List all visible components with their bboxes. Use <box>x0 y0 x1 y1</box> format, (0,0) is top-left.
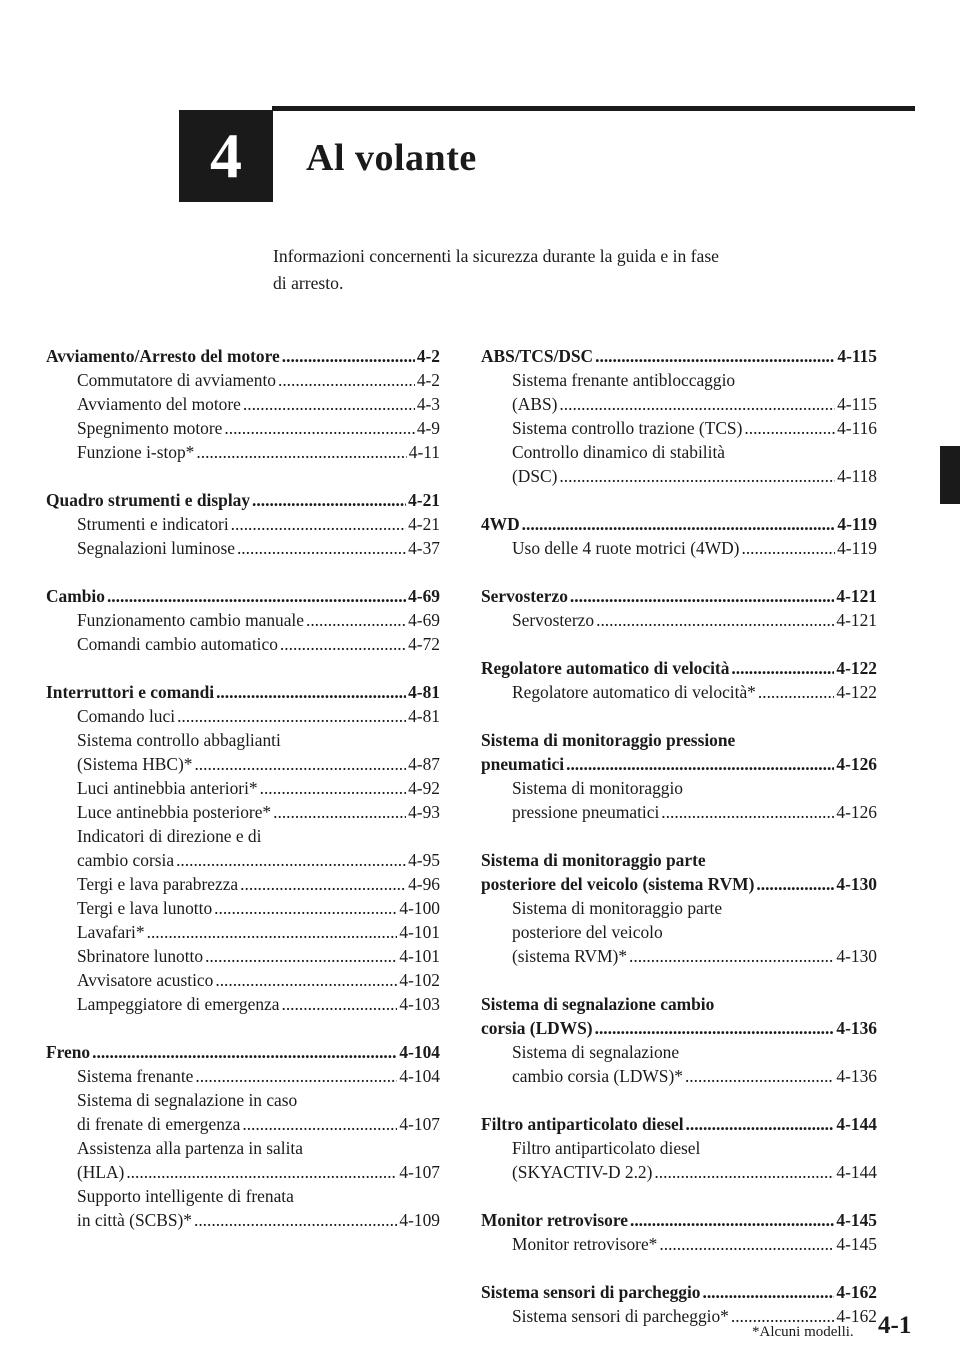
toc-label: Interruttori e comandi <box>46 682 215 702</box>
toc-label: cambio corsia <box>77 850 175 870</box>
toc-section-heading[interactable] <box>481 656 877 680</box>
toc-label: pneumatici <box>481 754 565 774</box>
dot-leader <box>195 1064 397 1088</box>
dot-leader <box>176 848 406 872</box>
toc-section-heading[interactable] <box>46 1040 440 1064</box>
dot-leader <box>686 1112 835 1136</box>
toc-page-ref: 4-144 <box>836 1114 877 1134</box>
toc-entry[interactable] <box>481 416 877 440</box>
dot-leader <box>231 512 406 536</box>
toc-label: Sistema controllo trazione (TCS) <box>512 418 743 438</box>
dot-leader <box>661 800 834 824</box>
dot-leader <box>107 584 406 608</box>
dot-leader <box>280 632 406 656</box>
dot-leader <box>595 1016 835 1040</box>
toc-label: (ABS) <box>512 394 558 414</box>
toc-label: Regolatore automatico di velocità <box>481 658 730 678</box>
toc-page-ref: 4-21 <box>408 490 440 510</box>
toc-entry[interactable] <box>46 752 440 776</box>
toc-section <box>481 728 877 824</box>
toc-label: cambio corsia (LDWS)* <box>512 1066 683 1086</box>
toc-entry-line: Sistema di segnalazione <box>512 1042 680 1062</box>
toc-page-ref: 4-162 <box>836 1282 877 1302</box>
intro-line: Informazioni concernenti la sicurezza durante la guida e in fase <box>273 246 719 266</box>
intro-line: di arresto. <box>273 273 344 293</box>
toc-page-ref: 4-121 <box>836 586 877 606</box>
dot-leader <box>744 416 835 440</box>
toc-entry[interactable] <box>46 1208 440 1232</box>
toc-label: Luce antinebbia posteriore* <box>77 802 272 822</box>
dot-leader <box>756 872 834 896</box>
toc-entry[interactable] <box>46 608 440 632</box>
toc-page-ref: 4-144 <box>836 1162 877 1182</box>
toc-section <box>481 848 877 968</box>
toc-entry[interactable] <box>481 800 877 824</box>
dot-leader <box>224 416 414 440</box>
toc-entry-line: Sistema di monitoraggio <box>512 778 683 798</box>
dot-leader <box>147 920 398 944</box>
dot-leader <box>522 512 836 536</box>
dot-leader <box>685 1064 834 1088</box>
toc-label: Servosterzo <box>481 586 568 606</box>
toc-label: Avviamento/Arresto del motore <box>46 346 280 366</box>
dot-leader <box>260 776 407 800</box>
toc-page-ref: 4-3 <box>416 394 440 414</box>
toc-entry[interactable] <box>46 776 440 800</box>
toc-label: Regolatore automatico di velocità* <box>512 682 756 702</box>
toc-label: Funzionamento cambio manuale <box>77 610 304 630</box>
dot-leader <box>237 536 406 560</box>
toc-label: Lampeggiatore di emergenza <box>77 994 280 1014</box>
dot-leader <box>559 464 835 488</box>
toc-section-heading[interactable] <box>481 752 877 776</box>
toc-label: (DSC) <box>512 466 558 486</box>
toc-entry-line: Sistema controllo abbaglianti <box>77 730 281 750</box>
dot-leader <box>559 392 835 416</box>
dot-leader <box>243 392 415 416</box>
toc-entry[interactable] <box>46 800 440 824</box>
toc-entry[interactable] <box>46 992 440 1016</box>
toc-page-ref: 4-69 <box>408 610 440 630</box>
toc-page-ref: 4-121 <box>836 610 877 630</box>
toc-entry-line: Sistema frenante antibloccaggio <box>512 370 736 390</box>
toc-entry[interactable] <box>46 416 440 440</box>
dot-leader <box>659 1232 834 1256</box>
toc-page-ref: 4-101 <box>399 922 440 942</box>
toc-entry[interactable] <box>46 704 440 728</box>
toc-page-ref: 4-9 <box>416 418 440 438</box>
toc-label: Luci antinebbia anteriori* <box>77 778 258 798</box>
toc-page-ref: 4-103 <box>399 994 440 1014</box>
toc-label: (sistema RVM)* <box>512 946 628 966</box>
page-number: 4-1 <box>878 1312 912 1339</box>
toc-page-ref: 4-119 <box>837 514 877 534</box>
toc-page-ref: 4-87 <box>408 754 440 774</box>
toc-page-ref: 4-119 <box>837 538 877 558</box>
toc-page-ref: 4-115 <box>837 346 877 366</box>
toc-page-ref: 4-69 <box>408 586 440 606</box>
toc-section-heading[interactable] <box>481 1280 877 1304</box>
toc-page-ref: 4-21 <box>408 514 440 534</box>
toc-page-ref: 4-136 <box>836 1018 877 1038</box>
dot-leader <box>216 680 406 704</box>
dot-leader <box>595 344 835 368</box>
toc-entry-line: Sistema di monitoraggio parte <box>512 898 723 918</box>
toc-page-ref: 4-81 <box>408 682 440 702</box>
toc-entry-line: Assistenza alla partenza in salita <box>77 1138 303 1158</box>
toc-page-ref: 4-126 <box>836 754 877 774</box>
toc-section <box>481 1280 877 1328</box>
toc-label: (HLA) <box>77 1162 125 1182</box>
dot-leader <box>570 584 835 608</box>
toc-entry-line: Supporto intelligente di frenata <box>77 1186 294 1206</box>
toc-page-ref: 4-2 <box>416 346 440 366</box>
chapter-top-rule <box>272 106 915 111</box>
toc-page-ref: 4-145 <box>836 1210 877 1230</box>
toc-page-ref: 4-81 <box>408 706 440 726</box>
toc-label: Sistema sensori di parcheggio* <box>512 1306 729 1326</box>
toc-section-heading-line: Sistema di segnalazione cambio <box>481 994 715 1014</box>
toc-label: Segnalazioni luminose <box>77 538 235 558</box>
toc-page-ref: 4-122 <box>836 658 877 678</box>
dot-leader <box>205 944 397 968</box>
toc-entry[interactable] <box>481 392 877 416</box>
toc-page-ref: 4-95 <box>408 850 440 870</box>
toc-section-heading[interactable] <box>481 512 877 536</box>
toc-entry[interactable] <box>46 920 440 944</box>
toc-entry[interactable] <box>46 968 440 992</box>
toc-label: Monitor retrovisore <box>481 1210 628 1230</box>
toc-label: Tergi e lava parabrezza <box>77 874 239 894</box>
toc-entry[interactable] <box>46 944 440 968</box>
toc-entry[interactable] <box>481 536 877 560</box>
toc-label: Spegnimento motore <box>77 418 223 438</box>
dot-leader <box>741 536 835 560</box>
dot-leader <box>196 440 406 464</box>
toc-page-ref: 4-109 <box>399 1210 440 1230</box>
toc-label: (Sistema HBC)* <box>77 754 193 774</box>
toc-entry[interactable] <box>46 1064 440 1088</box>
dot-leader <box>282 344 415 368</box>
toc-entry[interactable] <box>46 1160 440 1184</box>
toc-page-ref: 4-136 <box>836 1066 877 1086</box>
toc-entry-line: Indicatori di direzione e di <box>77 826 262 846</box>
toc-label: Freno <box>46 1042 91 1062</box>
toc-page-ref: 4-130 <box>836 874 877 894</box>
toc-page-ref: 4-100 <box>399 898 440 918</box>
toc-entry[interactable] <box>46 512 440 536</box>
toc-section <box>481 1112 877 1184</box>
toc-page-ref: 4-72 <box>408 634 440 654</box>
dot-leader <box>654 1160 834 1184</box>
toc-section-heading[interactable] <box>481 584 877 608</box>
toc-section <box>46 1040 440 1232</box>
dot-leader <box>214 896 397 920</box>
dot-leader <box>566 752 834 776</box>
toc-page-ref: 4-115 <box>837 394 877 414</box>
toc-entry[interactable] <box>46 536 440 560</box>
dot-leader <box>252 488 406 512</box>
toc-label: (SKYACTIV-D 2.2) <box>512 1162 653 1182</box>
toc-section <box>46 584 440 656</box>
dot-leader <box>629 944 834 968</box>
toc-label: corsia (LDWS) <box>481 1018 593 1038</box>
dot-leader <box>731 656 834 680</box>
dot-leader <box>278 368 415 392</box>
toc-entry[interactable] <box>481 944 877 968</box>
toc-label: Quadro strumenti e display <box>46 490 251 510</box>
toc-column-left <box>46 344 440 1256</box>
toc-page-ref: 4-96 <box>408 874 440 894</box>
toc-section <box>481 992 877 1088</box>
toc-entry[interactable] <box>46 632 440 656</box>
toc-entry[interactable] <box>46 1112 440 1136</box>
chapter-title: Al volante <box>306 137 477 179</box>
toc-page-ref: 4-102 <box>399 970 440 990</box>
toc-section <box>481 344 877 488</box>
dot-leader <box>92 1040 397 1064</box>
toc-label: di frenate di emergenza <box>77 1114 241 1134</box>
toc-entry[interactable] <box>481 680 877 704</box>
toc-entry[interactable] <box>46 392 440 416</box>
toc-entry[interactable] <box>46 872 440 896</box>
toc-label: posteriore del veicolo (sistema RVM) <box>481 874 755 894</box>
toc-entry-line: Controllo dinamico di stabilità <box>512 442 726 462</box>
toc-label: Servosterzo <box>512 610 595 630</box>
toc-label: Comando luci <box>77 706 176 726</box>
dot-leader <box>242 1112 397 1136</box>
toc-section-heading[interactable] <box>46 680 440 704</box>
toc-entry[interactable] <box>481 608 877 632</box>
dot-leader <box>306 608 406 632</box>
toc-page-ref: 4-162 <box>836 1306 877 1326</box>
toc-entry[interactable] <box>46 440 440 464</box>
toc-column-right <box>481 344 877 1352</box>
toc-section-heading-line: Sistema di monitoraggio pressione <box>481 730 736 750</box>
toc-entry[interactable] <box>481 464 877 488</box>
toc-page-ref: 4-2 <box>416 370 440 390</box>
dot-leader <box>215 968 397 992</box>
chapter-intro <box>273 243 833 297</box>
toc-entry-line: Sistema di segnalazione in caso <box>77 1090 298 1110</box>
toc-label: Lavafari* <box>77 922 145 942</box>
dot-leader <box>596 608 834 632</box>
toc-page-ref: 4-107 <box>399 1162 440 1182</box>
toc-label: Strumenti e indicatori <box>77 514 229 534</box>
toc-label: Tergi e lava lunotto <box>77 898 213 918</box>
toc-label: pressione pneumatici <box>512 802 660 822</box>
toc-label: Avvisatore acustico <box>77 970 214 990</box>
toc-entry[interactable] <box>481 1232 877 1256</box>
toc-section <box>46 488 440 560</box>
toc-section-heading[interactable] <box>481 1112 877 1136</box>
toc-page-ref: 4-104 <box>399 1042 440 1062</box>
chapter-number-box <box>179 110 273 202</box>
toc-label: Sistema frenante <box>77 1066 194 1086</box>
toc-section-heading[interactable] <box>46 344 440 368</box>
toc-section <box>46 680 440 1016</box>
toc-section <box>481 584 877 632</box>
toc-entry[interactable] <box>481 1160 877 1184</box>
toc-section-heading[interactable] <box>481 872 877 896</box>
toc-entry-line: Filtro antiparticolato diesel <box>512 1138 701 1158</box>
toc-label: Avviamento del motore <box>77 394 241 414</box>
toc-section-heading[interactable] <box>481 344 877 368</box>
toc-entry[interactable] <box>481 1064 877 1088</box>
toc-page-ref: 4-145 <box>836 1234 877 1254</box>
toc-page-ref: 4-130 <box>836 946 877 966</box>
toc-label: Sistema sensori di parcheggio <box>481 1282 701 1302</box>
chapter-side-tab <box>940 446 960 504</box>
toc-entry[interactable] <box>46 848 440 872</box>
toc-section <box>481 656 877 704</box>
dot-leader <box>194 752 406 776</box>
toc-page-ref: 4-118 <box>837 466 877 486</box>
toc-entry[interactable] <box>46 896 440 920</box>
toc-section-heading-line: Sistema di monitoraggio parte <box>481 850 706 870</box>
toc-label: Sbrinatore lunotto <box>77 946 204 966</box>
toc-section <box>46 344 440 464</box>
dot-leader <box>194 1208 397 1232</box>
toc-page-ref: 4-37 <box>408 538 440 558</box>
toc-section <box>481 512 877 560</box>
toc-label: Monitor retrovisore* <box>512 1234 658 1254</box>
toc-label: 4WD <box>481 514 520 534</box>
dot-leader <box>702 1280 834 1304</box>
dot-leader <box>240 872 406 896</box>
toc-page-ref: 4-122 <box>836 682 877 702</box>
toc-label: Funzione i-stop* <box>77 442 195 462</box>
toc-section-heading[interactable] <box>481 1016 877 1040</box>
toc-label: Comandi cambio automatico <box>77 634 278 654</box>
toc-section-heading[interactable] <box>46 584 440 608</box>
dot-leader <box>177 704 406 728</box>
toc-entry-line: posteriore del veicolo <box>512 922 663 942</box>
chapter-number: 4 <box>210 120 242 191</box>
toc-section <box>481 1208 877 1256</box>
toc-label: Uso delle 4 ruote motrici (4WD) <box>512 538 740 558</box>
dot-leader <box>281 992 397 1016</box>
toc-label: Cambio <box>46 586 105 606</box>
toc-page-ref: 4-11 <box>408 442 440 462</box>
footer-note: *Alcuni modelli. <box>752 1324 854 1340</box>
dot-leader <box>758 680 835 704</box>
dot-leader <box>273 800 406 824</box>
toc-label: ABS/TCS/DSC <box>481 346 594 366</box>
toc-page-ref: 4-101 <box>399 946 440 966</box>
toc-page-ref: 4-126 <box>836 802 877 822</box>
dot-leader <box>126 1160 397 1184</box>
toc-page-ref: 4-104 <box>399 1066 440 1086</box>
toc-entry[interactable] <box>46 368 440 392</box>
toc-label: Commutatore di avviamento <box>77 370 276 390</box>
toc-page-ref: 4-107 <box>399 1114 440 1134</box>
dot-leader <box>630 1208 834 1232</box>
toc-label: in città (SCBS)* <box>77 1210 192 1230</box>
toc-page-ref: 4-116 <box>837 418 877 438</box>
toc-label: Filtro antiparticolato diesel <box>481 1114 684 1134</box>
toc-section-heading[interactable] <box>481 1208 877 1232</box>
toc-page-ref: 4-92 <box>408 778 440 798</box>
toc-page-ref: 4-93 <box>408 802 440 822</box>
toc-section-heading[interactable] <box>46 488 440 512</box>
